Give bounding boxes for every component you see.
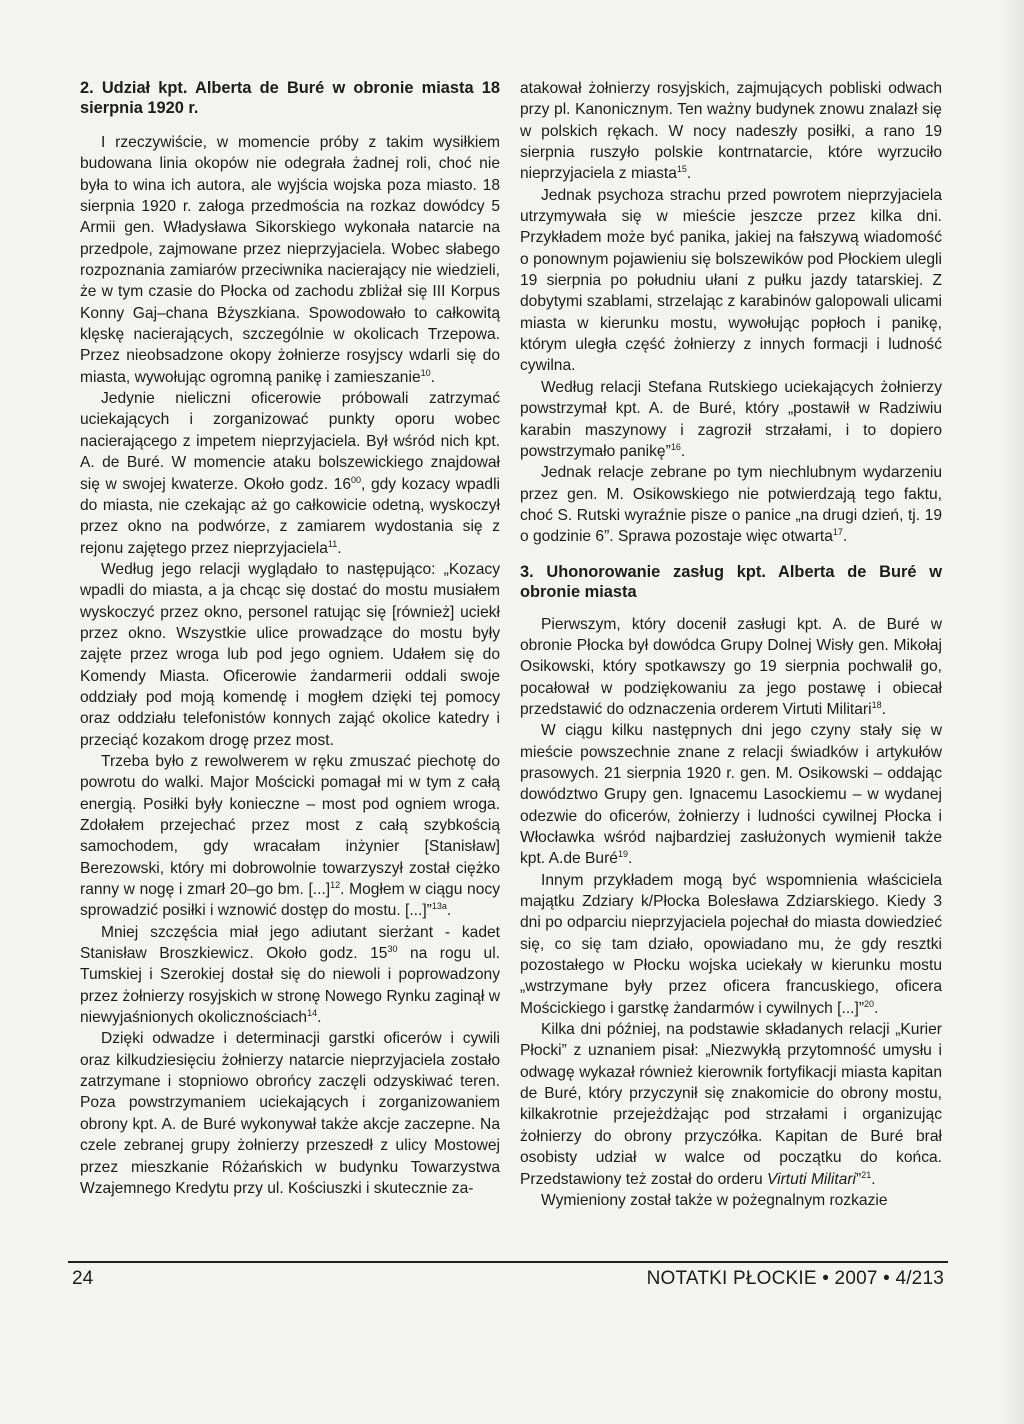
footnote-ref: 15	[676, 164, 687, 175]
footnote-ref: 18	[871, 699, 882, 710]
right-column	[520, 78, 942, 1211]
footnote-ref: 00	[351, 474, 362, 485]
paragraph: Kilka dni później, na podstawie składanych relacji „Kurier Płocki” z uznaniem pisał: „Niezwykłą przytomność umysłu i odwagę wykazał również kierownik fortyfikacji miasta kapitan de Buré, który przyczynił się znakomicie do obrony mostu, kilkakrotnie przejeżdżając pod strzałami i organizując żołnierzy do obrony przyczółka. Kapitan de Buré brał osobisty udział w walce od początku do końca. Przedstawiony też został do orderu Virtuti Militari”$^{21}$.	[520, 1021, 942, 1188]
footnote-ref: 19	[617, 849, 628, 860]
section-3-heading: 3. Uhonorowanie zasług kpt. Alberta de Buré w obronie miasta	[520, 562, 942, 601]
footnote-ref: 10	[420, 367, 431, 378]
paragraph: I rzeczywiście, w momencie próby z takim wysiłkiem budowana linia okopów nie odegrała żadnej roli, choć nie była to wina ich autora, ale wyjścia wojska poza miasto. 18 sierpnia 1920 r. załoga przedmościa na rozkaz dowódcy 5 Armii gen. Władysława Sikorskiego wykonała natarcie na przedpole, zajmowane przez nieprzyjaciela. Wobec słabego rozpoznania zamiarów przeciwnika nacierający nie wiedzieli, że w tym czasie do Płocka od zachodu zbliżał się III Korpus Konny Gaj–chana Bżyszkiana. Spowodowało to całkowitą klęskę nacierających, szczególnie w okolicach Trzepowa. Przez nieobsadzone okopy żołnierze rosyjscy wdarli się do miasta, wywołując ogromną panikę i zamieszanie$^{10}$.	[80, 134, 500, 386]
journal-footer: NOTATKI PŁOCKIE • 2007 • 4/213	[646, 1268, 944, 1289]
paragraph: Według jego relacji wyglądało to następująco: „Kozacy wpadli do miasta, a ja chcąc się dostać do mostu musiałem wyskoczyć przez okno, personel ratując się [również] uciekł przez okno. Wszystkie ulice prowadzące do mostu były zajęte przez wroga lub pod jego ogniem. Udałem się do Komendy Miasta. Oficerowie żandarmerii oddali swoje oddziały pod moją komendę i mogłem dzięki tej pomocy oraz oddziału telefonistów konnych zająć okolice katedry i przeciąć kozakom drogę przez most.	[80, 560, 500, 749]
paragraph: Pierwszym, który docenił zasługi kpt. A. de Buré w obronie Płocka był dowódca Grupy Dolnej Wisły gen. Mikołaj Osikowski, który spotkawszy go 19 sierpnia pochwalił go, pocałował w podziękowaniu za jego postawę i obiecał przedstawić do odznaczenia orderem Virtuti Militari$^{18}$.	[520, 615, 942, 718]
paragraph: Według relacji Stefana Rutskiego uciekających żołnierzy powstrzymał kpt. A. de Buré, który „postawił w Radziwiu karabin maszynowy i zagroził strzałami, i to dopiero powstrzymało panikę”$^{16}$.	[520, 378, 942, 460]
section-2-heading: 2. Udział kpt. Alberta de Buré w obronie miasta 18 sierpnia 1920 r.	[80, 79, 500, 117]
footnote-ref: 14	[307, 1008, 318, 1019]
scan-edge-shadow	[1002, 0, 1024, 1424]
footnote-ref: 17	[832, 527, 843, 538]
paragraph: Jednak psychoza strachu przed powrotem nieprzyjaciela utrzymywała się w mieście jeszcze przez kilka dni. Przykładem może być panika, jakiej na fałszywą wiadomość o ponownym pojawieniu się bolszewików pod Płockiem ulegli 19 sierpnia po południu ułani z pułku jazdy tatarskiej. Z dobytymi szablami, strzelając z karabinów galopowali ulicami miasta w kierunku mostu, wywołując popłoch i panikę, którym uległa część żołnierzy z innych formacji i ludność cywilna.	[520, 186, 942, 375]
order-name: Virtuti Militari	[767, 1170, 856, 1188]
footnote-ref: 13a	[431, 901, 447, 912]
paragraph: Trzeba było z rewolwerem w ręku zmuszać piechotę do powrotu do walki. Major Mościcki pomagał mi w tym z całą energią. Posiłki były konieczne – most pod ogniem wroga. Zdołałem przejechać przez most z całą szybkością samochodem, gdy wracałam inżynier [Stanisław] Berezowski, który mi dobrowolnie towarzyszył został ciężko ranny w nogę i zmarł 20–go bm. [...]$^{12}$. Mogłem w ciągu nocy sprowadzić posiłki i wznowić dostęp do mostu. [...]”$^{13a}$.	[80, 752, 500, 920]
paragraph: Jedynie nieliczni oficerowie próbowali zatrzymać uciekających i zorganizować punkty oporu wobec nacierającego z impetem nieprzyjaciela. Był wśród nich kpt. A. de Buré. W momencie ataku bolszewickiego znajdował się w swojej kwaterze. Około godz. $16^{00}$, gdy kozacy wpadli do miasta, nie czekając aż go całkowicie odetną, wyskoczył przez okno na podwórze, z zamiarem wydostania się z rejonu zajętego przez nieprzyjaciela$^{11}$.	[80, 390, 501, 557]
footnote-ref: 30	[387, 944, 398, 955]
footnote-ref: 11	[327, 538, 338, 549]
paragraph: Wymieniony został także w pożegnalnym rozkazie	[541, 1191, 888, 1209]
paragraph: Innym przykładem mogą być wspomnienia właściciela majątku Zdziary k/Płocka Bolesława Zdziarskiego. Kiedy 3 dni po odparciu nieprzyjaciela pojechał do miasta dowiedzieć się, co się tam działo, opowiadano mu, że gdy resztki pozostałego w Płocku wojska uciekały w kierunku mostu „wstrzymane były przez oficera francuskiego, oficera Mościckiego i garstkę żandarmów i cywilnych [...]”$^{20}$.	[520, 871, 942, 1017]
paragraph: Dzięki odwadze i determinacji garstki oficerów i cywili oraz kilkudziesięciu żołnierzy natarcie nieprzyjaciela zostało zatrzymane i stopniowo obrońcy zaczęli odzyskiwać teren. Poza powstrzymaniem uciekających i zorganizowaniem obrony kpt. A. de Buré wykonywał także akcje zaczepne. Na czele zebranej grupy żołnierzy przeszedł z ulicy Mostowej przez mieszkanie Różańskich w budynku Towarzystwa Wzajemnego Kredytu przy ul. Kościuszki i skutecznie za-	[80, 1030, 500, 1197]
footnote-ref: 20	[864, 998, 875, 1009]
footnote-ref: 21	[861, 1169, 872, 1180]
page-number: 24	[72, 1268, 94, 1289]
footnote-ref: 12	[330, 880, 341, 891]
left-column	[80, 78, 500, 1199]
paragraph: Mniej szczęścia miał jego adiutant sierżant - kadet Stanisław Broszkiewicz. Około godz. $15^{30}$ na rogu ul. Tumskiej i Szerokiej dostał się do niewoli i poprowadzony przez żołnierzy rosyjskich w stronę Nowego Rynku zaginął w niewyjaśnionych okolicznościach$^{14}$.	[80, 923, 500, 1027]
footnote-ref: 16	[670, 441, 681, 452]
paragraph: Jednak relacje zebrane po tym niechlubnym wydarzeniu przez gen. M. Osikowskiego nie potwierdzają tego faktu, choć S. Rutski wyraźnie pisze o panice „na drugi dzień, tj. 19 o godzinie 6”. Sprawa pozostaje więc otwarta$^{17}$.	[520, 464, 942, 546]
footer-rule	[68, 1261, 948, 1263]
paragraph: atakował żołnierzy rosyjskich, zajmujących pobliski odwach przy pl. Kanonicznym. Ten ważny budynek znowu znalazł się w polskich rękach. W nocy nadeszły posiłki, a rano 19 sierpnia ruszyło polskie kontrnatarcie, które wyrzuciło nieprzyjaciela z miasta$^{15}$.	[520, 80, 942, 183]
paragraph: W ciągu kilku następnych dni jego czyny stały się w mieście powszechnie znane z relacji świadków i artykułów prasowych. 21 sierpnia 1920 r. gen. M. Osikowski – oddając dowództwo Grupy gen. Ignacemu Lasockiemu – w wydanej odezwie do oficerów, żołnierzy i ludności cywilnej Płocka i Włocławka wśród najbardziej zasłużonych wymienił także kpt. A.de Buré$^{19}$.	[520, 722, 942, 868]
